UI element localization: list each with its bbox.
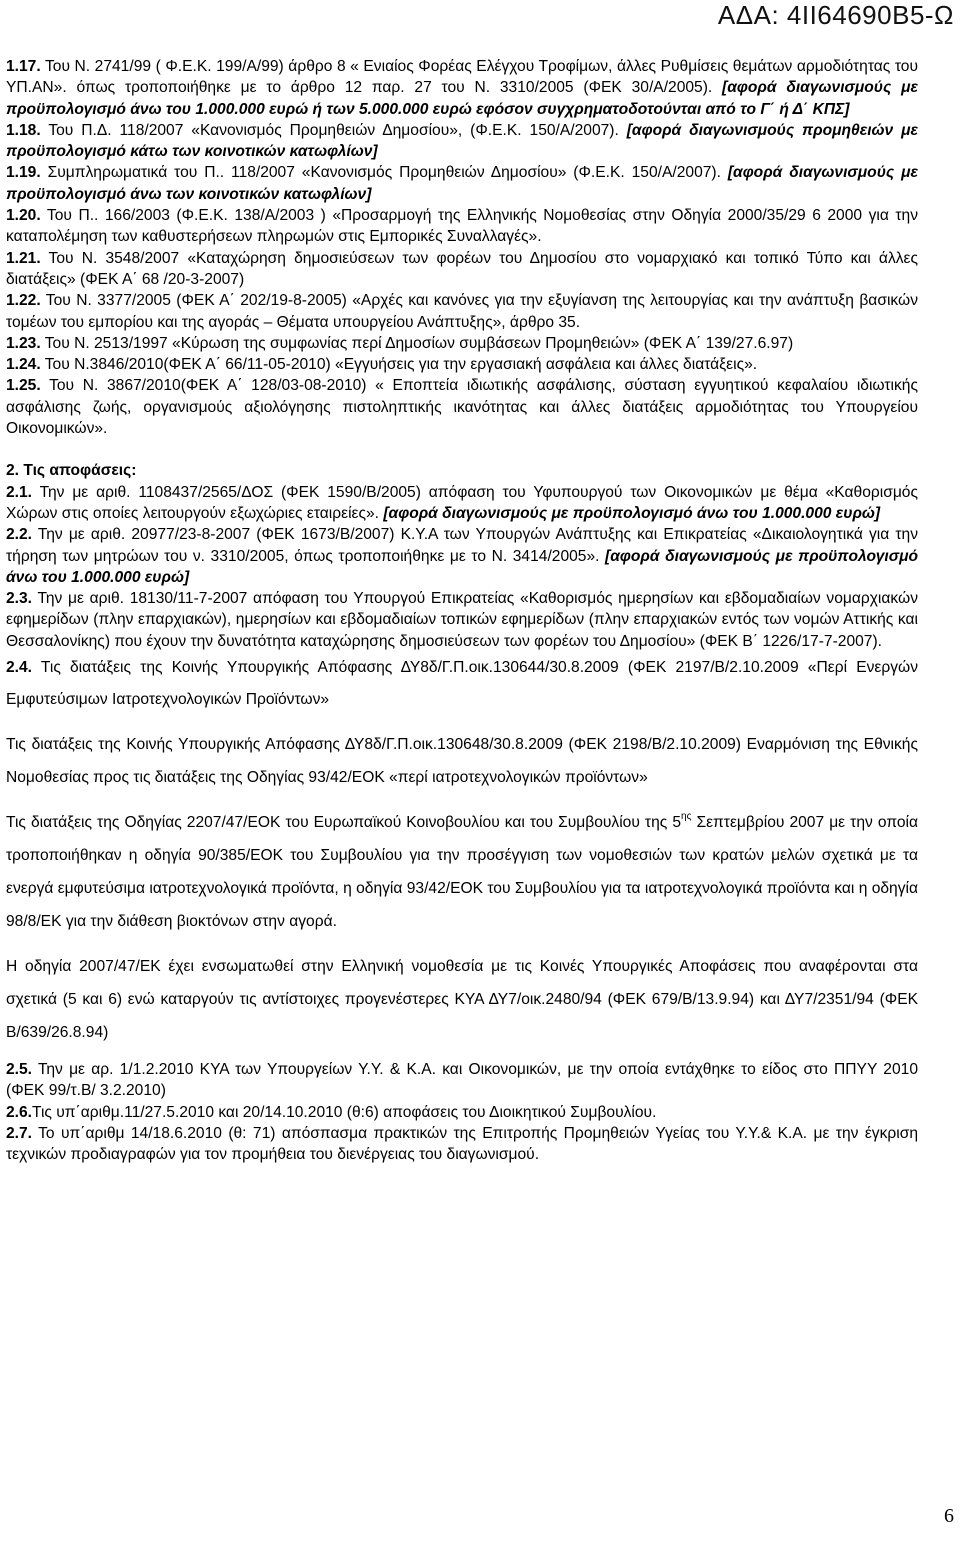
document-body: [6, 56, 918, 1166]
section-2-heading: [6, 460, 918, 481]
paragraph-text: Του Ν. 3548/2007 «Καταχώρηση δημοσιεύσεων των φορέων του Δημοσίου στο νομαρχιακό και τοπικό Τύπο και άλλες διατάξεις» (ΦΕΚ Α΄ 68 /20-3-2007): [6, 249, 918, 288]
item-number: 1.20.: [6, 207, 41, 225]
paragraph-text: Το υπ΄αριθμ 14/18.6.2010 (θ: 71) απόσπασμα πρακτικών της Επιτροπής Προμηθειών Υγείας του Υ.Υ.& Κ.Α. με την έγκριση τεχνικών προδιαγραφών για τον προμήθεια του διενέργειας του διαγωνισμού.: [6, 1124, 918, 1164]
superscript: ης: [681, 811, 692, 823]
directive-text-cont: Σεπτεμβρίου 2007 με την οποία τροποποιήθηκαν η οδηγία 90/385/ΕΟΚ του Συμβουλίου για την προσέγγιση των νομοθεσιών των κρατών μελών σχετικά με τα ενεργά εμφυτεύσιμα ιατροτεχνολογικά προϊόντα, η οδηγία 93/42/ΕΟΚ του Συμβουλίου για τα ιατροτεχνολογικά προϊόντα και η οδηγία 98/8/ΕΚ για την διάθεση βιοκτόνων στην αγορά.: [6, 814, 919, 931]
item-number: 1.19.: [6, 164, 41, 182]
paragraph-2-7: [6, 1123, 918, 1166]
directive-text: Τις διατάξεις της Οδηγίας 2207/47/ΕΟΚ του Ευρωπαϊκού Κοινοβουλίου και του Συμβουλίου της 5: [6, 814, 682, 832]
item-number: 1.25.: [6, 377, 41, 395]
paragraph-text: Την με αρ. 1/1.2.2010 ΚΥΑ των Υπουργείων Υ.Υ. & Κ.Α. και Οικονομικών, με την οποία εντάχθηκε το είδος στο ΠΠΥΥ 2010 (ΦΕΚ 99/τ.Β/ 3.2.2010): [6, 1061, 918, 1100]
paragraph-2-6: [6, 1102, 918, 1123]
paragraph-1-24: [6, 354, 918, 375]
section-number: 2.: [6, 462, 20, 480]
scope-note: [αφορά διαγωνισμούς με προϋπολογισμό άνω του 1.000.000 ευρώ ή των 5.000.000 ευρώ εφόσον συγχρηματοδοτούνται από το Γ΄ ή Δ΄ ΚΠΣ]: [6, 79, 918, 118]
paragraph-text: Τις διατάξεις της Κοινής Υπουργικής Απόφασης ΔΥ8δ/Γ.Π.οικ.130644/30.8.2009 (ΦΕΚ 2197/Β/2.10.2009 «Περί Ενεργών Εμφυτεύσιμων Ιατροτεχνολογικών Προϊόντων»: [6, 659, 918, 709]
paragraph-2-4-directive: [6, 806, 918, 938]
item-number: 1.21.: [6, 249, 41, 267]
item-number: 2.4.: [6, 659, 33, 677]
item-number: 1.17.: [6, 58, 41, 75]
item-number: 2.3.: [6, 590, 33, 608]
item-number: 2.2.: [6, 526, 33, 544]
item-number: 1.18.: [6, 121, 41, 139]
paragraph-2-4-second: Τις διατάξεις της Κοινής Υπουργικής Απόφασης ΔΥ8δ/Γ.Π.οικ.130648/30.8.2009 (ΦΕΚ 2198/Β/2.10.2009) Εναρμόνιση της Εθνικής Νομοθεσίας προς τις διατάξεις της Οδηγίας 93/42/ΕΟΚ «περί ιατροτεχνολογικών προϊόντων»: [6, 736, 918, 787]
paragraph-1-17: [6, 56, 918, 120]
paragraph-text: Συμπληρωματικά του Π.. 118/2007 «Κανονισμός Προμηθειών Δημοσίου» (Φ.Ε.Κ. 150/Α/2007).: [40, 164, 728, 182]
paragraph-text: Του Ν.3846/2010(ΦΕΚ Α΄ 66/11-05-2010) «Εγγυήσεις για την εργασιακή ασφάλεια και άλλες διατάξεις».: [40, 356, 758, 374]
paragraph-text: Του Ν. 2513/1997 «Κύρωση της συμφωνίας περί Δημοσίων συμβάσεων Προμηθειών» (ΦΕΚ Α΄ 139/27.6.97): [40, 334, 794, 352]
item-number: 2.5.: [6, 1061, 33, 1079]
paragraph-text: Του Ν. 3377/2005 (ΦΕΚ Α΄ 202/19-8-2005) «Αρχές και κανόνες για την εξυγίανση της λειτουργίας και την ανάπτυξη βασικών τομέων του εμπορίου και της αγοράς – Θέματα υπουργείου Ανάπτυξης», άρθρο 35.: [6, 292, 918, 331]
paragraph-1-18: [6, 120, 918, 163]
paragraph-text: Του Ν. 2741/99 ( Φ.Ε.Κ. 199/Α/99) άρθρο 8 « Ενιαίος Φορέας Ελέγχου Τροφίμων, άλλες Ρυθμίσεις θεμάτων αρμοδιότητας του ΥΠ.ΑΝ». όπως τροποποιήθηκε με το άρθρο 12 παρ. 27 του Ν. 3310/2005 (ΦΕΚ 30/Α/2005).: [6, 58, 918, 97]
spacer: [6, 439, 918, 460]
paragraph-text: Του Π.Δ. 118/2007 «Κανονισμός Προμηθειών Δημοσίου», (Φ.Ε.Κ. 150/Α/2007).: [40, 121, 627, 139]
paragraph-text: Την με αριθ. 18130/11-7-2007 απόφαση του Υπουργού Επικρατείας «Καθορισμός ημερησίων και εβδομαδιαίων νομαρχιακών εφημερίδων (πλην επαρχιακών), ημερησίων και εβδομαδιαίων τοπικών εφημερίδων (πλην επαρχιακών εντός των νομών Αττικής και Θεσσαλονίκης) που έχουν την δυνατότητα καταχώρησης δημοσιεύσεων των φορέων του Δημοσίου» (ΦΕΚ Β΄ 1226/17-7-2007).: [6, 590, 918, 650]
item-number: 2.1.: [6, 483, 33, 501]
item-number: 2.7.: [6, 1124, 33, 1142]
paragraph-1-23: [6, 333, 918, 354]
paragraph-2-2: [6, 524, 918, 588]
paragraph-2-5: [6, 1059, 918, 1102]
paragraph-2-1: [6, 482, 918, 525]
paragraph-text: Του Ν. 3867/2010(ΦΕΚ Α΄ 128/03-08-2010) « Εποπτεία ιδιωτικής ασφάλισης, σύσταση εγγυητικού κεφαλαίου ιδιωτικής ασφάλισης ζωής, οργανισμούς αξιολόγησης πιστοληπτικής ικανότητας και άλλες διατάξεις αρμοδιότητας του Υπουργείου Οικονομικών».: [6, 377, 918, 438]
paragraph-1-20: [6, 205, 918, 248]
scope-note: [αφορά διαγωνισμούς με προϋπολογισμό άνω των κοινοτικών κατωφλίων]: [6, 164, 918, 203]
paragraph-text: Τις υπ΄αριθμ.11/27.5.2010 και 20/14.10.2010 (θ:6) αποφάσεις του Διοικητικού Συμβουλίου.: [32, 1103, 657, 1121]
scope-note: [αφορά διαγωνισμούς με προϋπολογισμό άνω του 1.000.000 ευρώ]: [6, 547, 918, 586]
scope-note: [αφορά διαγωνισμούς με προϋπολογισμό άνω του 1.000.000 ευρώ]: [383, 504, 881, 522]
paragraph-2-4: [6, 652, 918, 716]
paragraph-2-4-transposition: Η οδηγία 2007/47/ΕΚ έχει ενσωματωθεί στην Ελληνική νομοθεσία με τις Κοινές Υπουργικές Αποφάσεις που αναφέρονται στα σχετικά (5 και 6) ενώ καταργούν τις αντίστοιχες προγενέστερες ΚΥΑ ΔΥ7/οικ.2480/94 (ΦΕΚ 679/Β/13.9.94) και ΔΥ7/2351/94 (ΦΕΚ Β/639/26.8.94): [6, 958, 918, 1042]
item-number: 2.6.: [6, 1103, 33, 1121]
paragraph-1-22: [6, 290, 918, 333]
paragraph-text: Του Π.. 166/2003 (Φ.Ε.Κ. 138/Α/2003 ) «Προσαρμογή της Ελληνικής Νομοθεσίας στην Οδηγία 2000/35/29 6 2000 για την καταπολέμηση των καθυστερήσεων πληρωμών στις Εμπορικές Συναλλαγές».: [6, 207, 918, 246]
paragraph-2-3: [6, 588, 918, 652]
paragraph-1-21: [6, 248, 918, 291]
paragraph-text: Την με αριθ. 1108437/2565/ΔΟΣ (ΦΕΚ 1590/Β/2005) απόφαση του Υφυπουργού των Οικονομικών με θέμα «Καθορισμός Χώρων στις οποίες λειτουργούν εξωχώριες εταιρείες».: [6, 483, 918, 522]
item-number: 1.23.: [6, 334, 41, 352]
paragraph-1-19: [6, 162, 918, 205]
paragraph-1-25: [6, 375, 918, 439]
section-title: Τις αποφάσεις:: [19, 462, 137, 480]
item-number: 1.24.: [6, 356, 41, 374]
scope-note: [αφορά διαγωνισμούς προμηθειών με προϋπολογισμό κάτω των κοινοτικών κατωφλίων]: [6, 121, 918, 161]
paragraph-text: Την με αριθ. 20977/23-8-2007 (ΦΕΚ 1673/Β/2007) Κ.Υ.Α των Υπουργών Ανάπτυξης και Επικρατείας «Δικαιολογητικά για την τήρηση των μητρώων του ν. 3310/2005, όπως τροποποιήθηκε με το Ν. 3414/2005».: [6, 526, 918, 565]
page-number: 6: [944, 1505, 954, 1527]
item-number: 1.22.: [6, 292, 41, 310]
ada-code: ΑΔΑ: 4ΙΙ64690Β5-Ω: [717, 0, 954, 30]
